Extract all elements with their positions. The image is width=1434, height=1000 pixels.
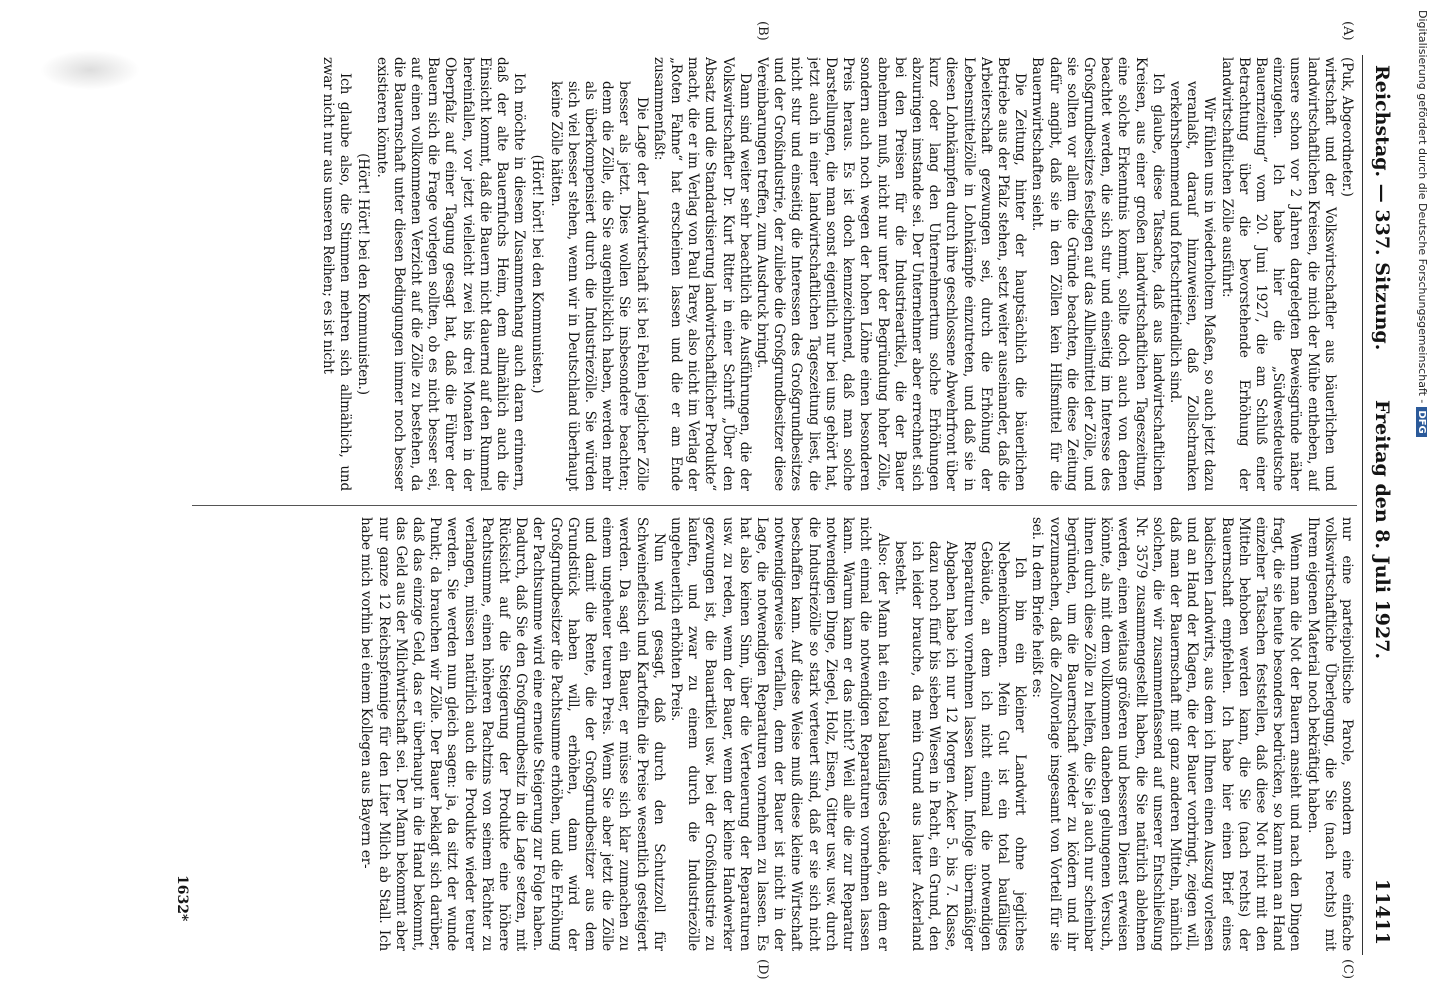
paragraph: Dann sind weiter sehr beachtlich die Ausführungen, die der Volkswirtschaftler Dr. Kurt Ritter in einer Schrift „Über den Absatz und die Standardisierung landwirtschaftlicher Produkte“ macht, die er im Verlag von Paul Parey, also nicht im Verlag der „Roten Fahne“ hat erscheinen lassen und die er am Ende zusammenfaßt: — [650, 57, 753, 491]
paragraph: Ich möchte in diesem Zusammenhang auch daran erinnern, daß der alte Bauernfuchs Heim, dem allmählich auch die Einsicht kommt, daß die Bauern nicht dauernd auf den Rummel hereinfallen, vor jetzt vielleicht zwei bis drei Monaten in der Oberpfalz auf einer Tagung gesagt hat, daß die Führer der Bauern sich die Frage vorlegen sollten, ob es nicht besser sei, auf einen vollkommenen Verzicht auf die Zölle zu bestehen, da die Bauernschaft unter diesen Bedingungen immer noch besser existieren könnte. — [373, 57, 528, 491]
header-rule — [1362, 55, 1363, 955]
credit-text: Digitalisierung gefördert durch die Deutsche Forschungsgemeinschaft - — [1416, 10, 1429, 404]
dfg-logo: DFG — [1416, 407, 1427, 436]
quotation: Die Lage der Landwirtschaft ist bei Fehlen jeglicher Zölle besser als jetzt. Dies wollen Sie insbesondere beachten; denn die Zölle, die Sie augenblicklich haben, werden mehr als überkompensiert durch die Industriezölle. Sie würden sich viel besser stehen, wenn wir in Deutschland überhaupt keine Zölle hätten. — [547, 81, 650, 491]
paragraph: Also: der Mann hat ein total baufälliges Gebäude, an dem er nicht einmal die notwendigen Reparaturen vornehmen lassen kann. Warum kann er das nicht? Weil alle die zur Reparatur notwendigen Dinge, Ziegel, Holz, Eisen, Gitter usw. usw. durch die Industriezölle so stark verteuert sind, daß er sie sich nicht beschaffen kann. Auf diese Weise muß diese kleine Wirtschaft notwendigerweise verfallen, denn der Bauer ist nicht in der Lage, die notwendigen Reparaturen vornehmen zu lassen. Es hat also keinen Sinn, über die Verteuerung der Reparaturen usw. zu reden, wenn der Bauer, wenn der kleine Handwerker gezwungen ist, die Bauartikel usw. bei der Großindustrie zu kaufen, und zwar zu einem durch die Industriezölle ungeheuerlich erhöhten Preis. — [668, 517, 891, 951]
column-divider — [192, 505, 1357, 506]
header-assembly: Reichstag. — 337. Sitzung. — [1371, 65, 1393, 351]
margin-letter-a: (A) — [1340, 21, 1355, 41]
digitization-credit — [1413, 10, 1433, 990]
paragraph: nur eine parteipolitische Parole, sondern eine einfache volkswirtschaftliche Überlegung, die Sie (nach rechts) mit Ihrem eigenen Material noch bekräftigt haben. — [1304, 517, 1355, 951]
paragraph: Die Zeitung, hinter der hauptsächlich die bäuerlichen Betriebe aus der Pfalz stehen, setzt weiter auseinander, daß die Arbeiterschaft gezwungen sei, durch die Erhöhung der Lebensmittelzölle in Lohnkämpfe einzutreten, und daß sie in diesen Lohnkämpfen durch ihre geschlossene Abwehrfront über kurz oder lang den Unternehmertum solche Erhöhungen abzuringen imstande sei. Der Unternehmer aber errechnet sich bei den Preisen für die Industrieartikel, die der Bauer abnehmen muß, nicht nur unter der Begründung hoher Zölle, sondern auch noch wegen der hohen Löhne einen besonderen Preis heraus. Es ist doch kennzeichnend, daß man solche Darstellungen, die man sonst eigentlich nur bei uns gehört hat, jetzt auch in einer landwirtschaftlichen Tageszeitung liest, die nicht stur und einseitig die Interessen des Großgrundbesitzes und der Großindustrie, der zuliebe die Großgrundbesitzer diese Vereinbarungen treffen, zum Ausdruck bringt. — [754, 57, 1029, 491]
header-date: Freitag den 8. Juli 1927. — [1371, 400, 1393, 660]
paragraph: Ich glaube, diese Tatsache, daß aus landwirtschaftlichen Kreisen, aus einer großen landwirtschaftlichen Tageszeitung, eine solche Erkenntnis kommt, sollte doch auch von denen beachtet werden, die sich stur und einseitig im Interesse des Großgrundbesitzes festlegen auf das Allheilmittel der Zölle, und sie sollten vor allem die Gründe beachten, die diese Zeitung dafür angibt, daß sie in den Zöllen kein Hilfsmittel für die Bauernwirtschaften sieht. — [1029, 57, 1166, 491]
margin-letter-b: (B) — [755, 21, 770, 41]
running-header — [1365, 55, 1395, 955]
paragraph: Nun wird gesagt, daß durch den Schutzzoll für Schweinefleisch und Kartoffeln die Preise wesentlich gesteigert werden. Da sagt ein Bauer, er müsse sich klar zumachen zu einem ungeheuer teuren Preis. Wenn Sie aber jetzt die Zölle und damit die Rente, die der Großgrundbesitzer aus dem Grundstück haben will, erhöhen, dann wird der Großgrundbesitzer die Pachtsumme erhöhen, und die Erhöhung der Pachtsumme wird eine erneute Steigerung zur Folge haben. Dadurch, daß Sie den Großgrundbesitz in die Lage setzen, mit Rücksicht auf die Steigerung der Produkte eine höhere Pachtsumme, einen höheren Pachtzins von seinem Pächter zu verlangen, müssen natürlich auch die Produkte wieder teurer werden. Sie werden nun gleich sagen: ja, da sitzt der wunde Punkt; da brauchen wir Zölle. Der Bauer beklagt sich darüber, daß das einzige Geld, das er überhaupt in die Hand bekommt, das Geld aus der Milchwirtschaft sei. Der Mann bekommt aber nur ganze 12 Reichspfennige für den Liter Milch ab Stall. Ich habe mich vorhin bei einem Kollegen aus Bayern er- — [358, 517, 667, 951]
interjection: (Hört! Hört! bei den Kommunisten.) — [355, 153, 372, 395]
rotated-page — [75, 21, 1395, 980]
left-column — [195, 57, 1355, 491]
margin-letter-c: (C) — [1340, 959, 1355, 980]
quotation: Wir fühlen uns in wiederholtem Maßen, so auch jetzt dazu veranlaßt, darauf hinzuweisen, daß Zollschranken verkehrshemmend und fortschrittfeindlich sind. — [1166, 81, 1218, 491]
right-column — [195, 517, 1355, 951]
sheet-mark: 1632* — [174, 875, 190, 922]
paragraph: Wenn man die Not der Bauern ansieht und nach den Dingen fragt, die sie heute besonders bedrücken, so kann man an Hand einzelner Tatsachen feststellen, daß diese Not nicht mit den Mitteln behoben werden kann, die Sie (nach rechts) der Bauernschaft empfehlen. Ich habe hier einen Brief eines badischen Landwirts, aus dem ich Ihnen einen Auszug vorlesen und an Hand der Klagen, die der Bauer vorbringt, zeigen will, daß man der Bauernschaft mit ganz anderen Mitteln, nämlich solchen, die wir zusammenfassend auf unserer Entschließung Nr. 3579 zusammengestellt haben, die Sie natürlich ablehnen werden, einen weitaus größeren und besseren Dienst erweisen könnte, als mit dem vollkommen daneben gelungenen Versuch, ihnen durch diese Zölle zu helfen, die Sie ja auch nur scheinbar begründen, um die Bauernschaft wieder zu ködern und ihr vorzumachen, daß die Zollvorlage insgesamt von Vorteil für sie sei. In dem Briefe heißt es: — [1029, 517, 1304, 951]
page-number: 11411 — [1371, 878, 1393, 945]
interjection: (Hört! hört! bei den Kommunisten.) — [529, 154, 546, 394]
quotation: Ich bin ein kleiner Landwirt ohne jegliches Nebeneinkommen. Mein Gut ist ein total baufälliges Gebäude, an dem ich nicht einmal die notwendigen Reparaturen vornehmen lassen kann. Infolge übermäßiger Abgaben habe ich nur 12 Morgen Acker 5. bis 7. Klasse, dazu noch fünf bis sieben Wiesen in Pacht, ein Grund, den ich leider brauche, da mein Grund aus lauter Ackerland besteht. — [891, 541, 1029, 951]
speaker-label: (Puk, Abgeordneter.) — [1339, 57, 1355, 197]
paragraph: Ich glaube also, die Stimmen mehren sich allmählich, und zwar nicht nur aus unseren Reihen; es ist nicht — [320, 57, 354, 491]
margin-letter-d: (D) — [755, 959, 770, 980]
paragraph: wirtschaft und der Volkswirtschaftler aus bäuerlichen und landwirtschaftlichen Kreisen, die mich der Mühe entheben, auf unsere schon vor 2 Jahren dargelegten Beweisgründe näher einzugehen. Ich habe hier die „Südwestdeutsche Bauernzeitung“ vom 20. Juni 1927, die am Schluß einer Betrachtung über die bevorstehende Erhöhung der landwirtschaftlichen Zölle ausführt: — [1218, 57, 1338, 491]
